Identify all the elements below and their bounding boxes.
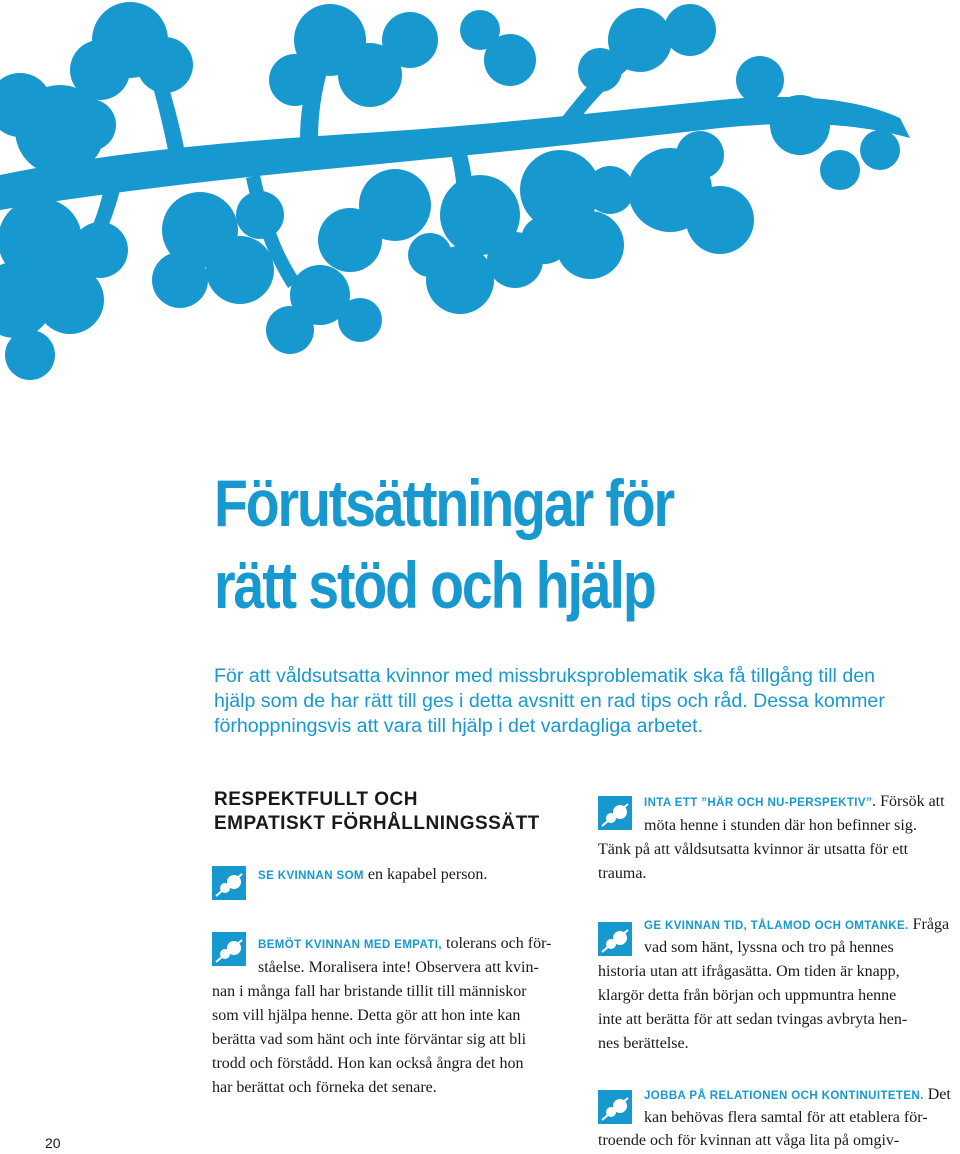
section-heading-line-1: RESPEKTFULLT OCH xyxy=(214,789,418,810)
tip-line: nan i många fall har bristande tillit till människor xyxy=(212,983,527,1000)
intro-paragraph xyxy=(214,664,960,739)
tip-line: inte att berätta för att sedan tvingas avbryta hen- xyxy=(598,1011,908,1028)
blossom-bullet-icon xyxy=(598,922,632,956)
tip-lead: BEMÖT KVINNAN MED EMPATI, xyxy=(258,939,442,951)
tip-lead: JOBBA PÅ RELATIONEN OCH KONTINUITETEN. xyxy=(644,1090,924,1102)
tip-se-kvinnan xyxy=(212,866,592,906)
tip-ge-tid xyxy=(598,916,960,1062)
tip-line: klargör detta från början och uppmuntra henne xyxy=(598,987,897,1004)
tip-line: ståelse. Moralisera inte! Observera att kvin- xyxy=(258,959,539,976)
tip-line: Fråga xyxy=(908,916,950,933)
blossom-bullet-icon xyxy=(598,796,632,830)
tip-line: berätta vad som hänt och inte förväntar sig att bli xyxy=(212,1031,527,1048)
tip-lead: SE KVINNAN SOM xyxy=(258,870,364,882)
tip-line: har berättat och förneka det senare. xyxy=(212,1079,437,1096)
tip-inta xyxy=(598,793,960,892)
blossom-bullet-icon xyxy=(212,932,246,966)
tip-line: som vill hjälpa henne. Detta gör att hon inte kan xyxy=(212,1007,521,1024)
tip-text: en kapabel person. xyxy=(363,866,488,883)
title-line-2: rätt stöd och hjälp xyxy=(214,548,655,622)
section-heading-line-2: EMPATISKT FÖRHÅLLNINGSSÄTT xyxy=(214,813,540,834)
blossom-bullet-icon xyxy=(212,866,246,900)
tip-line: troende och för kvinnan att våga lita på omgiv- xyxy=(598,1132,900,1149)
title-line-1: Förutsättningar för xyxy=(214,466,674,540)
tip-line: vad som hänt, lyssna och tro på hennes xyxy=(644,939,894,956)
tip-line: historia utan att ifrågasätta. Om tiden är knapp, xyxy=(598,963,900,980)
page-title xyxy=(214,462,819,626)
tip-line: Det xyxy=(923,1086,951,1103)
tip-line: . Försök att xyxy=(872,793,945,810)
tip-line: trodd och förstådd. Hon kan också ångra det hon xyxy=(212,1055,524,1072)
blossom-branch-illustration xyxy=(0,0,960,420)
intro-line-2: hjälp som de har rätt till ges i detta avsnitt en rad tips och råd. Dessa kommer xyxy=(214,690,885,712)
intro-line-3: förhoppningsvis att vara till hjälp i det vardagliga arbetet. xyxy=(214,715,704,737)
tip-lead: INTA ETT ”HÄR OCH NU-PERSPEKTIV” xyxy=(644,797,873,809)
tip-line: kan behövas flera samtal för att etablera för- xyxy=(644,1109,928,1126)
tip-line: nes berättelse. xyxy=(598,1035,689,1052)
page-number: 20 xyxy=(45,1135,61,1151)
section-heading xyxy=(214,788,574,836)
tip-line: trauma. xyxy=(598,865,647,882)
tip-jobba xyxy=(598,1086,960,1154)
tip-line: möta henne i stunden där hon befinner sig. xyxy=(644,817,917,834)
tip-lead: GE KVINNAN TID, TÅLAMOD OCH OMTANKE. xyxy=(644,920,909,932)
tip-bemot xyxy=(212,932,592,1112)
tip-line: Tänk på att våldsutsatta kvinnor är utsatta för ett xyxy=(598,841,909,858)
tip-line: tolerans och för- xyxy=(442,935,552,952)
intro-line-1: För att våldsutsatta kvinnor med missbruksproblematik ska få tillgång till den xyxy=(214,665,876,687)
blossom-bullet-icon xyxy=(598,1090,632,1124)
